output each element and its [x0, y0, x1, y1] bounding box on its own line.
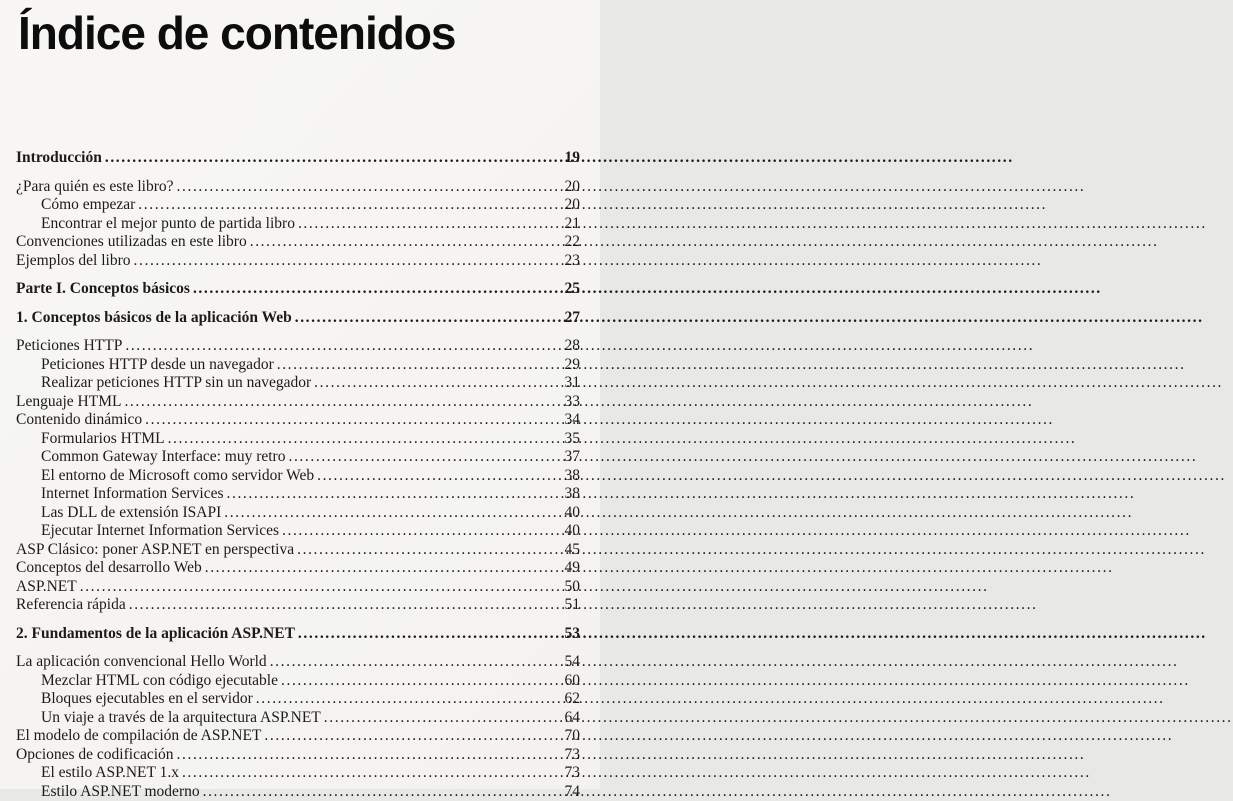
dot-leader	[298, 625, 563, 644]
toc-entry	[16, 178, 580, 197]
toc-entry-page-number: 54	[565, 653, 581, 672]
toc-entry-page-number: 27	[565, 309, 581, 328]
toc-entry-label: Peticiones HTTP	[16, 337, 122, 356]
dot-leader	[224, 504, 562, 523]
toc-entry	[16, 485, 580, 504]
dot-leader	[177, 746, 563, 765]
toc-entry-page-number: 73	[565, 746, 581, 765]
toc-entry	[16, 309, 580, 328]
toc-entry-label: 2. Fundamentos de la aplicación ASP.NET	[16, 625, 295, 644]
toc-entry-page-number: 20	[565, 196, 581, 215]
dot-leader	[134, 252, 563, 271]
toc-entry-label: Internet Information Services	[41, 485, 224, 504]
book-toc-page	[0, 0, 600, 789]
dot-leader	[124, 393, 562, 412]
toc-entry	[16, 467, 580, 486]
toc-entry-label: La aplicación convencional Hello World	[16, 653, 267, 672]
toc-entry	[16, 252, 580, 271]
toc-entry-page-number: 73	[565, 764, 581, 783]
dot-leader	[256, 690, 563, 709]
toc-entry-label: Bloques ejecutables en el servidor	[41, 690, 253, 709]
toc-entry-page-number: 35	[565, 430, 581, 449]
toc-entry	[16, 727, 580, 746]
toc-entry-label: Referencia rápida	[16, 596, 126, 615]
toc-entry-page-number: 28	[565, 337, 581, 356]
dot-leader	[205, 559, 563, 578]
toc-entry-label: ¿Para quién es este libro?	[16, 178, 174, 197]
toc-entry-page-number: 33	[565, 393, 581, 412]
dot-leader	[80, 578, 563, 597]
toc-entry-label: Parte I. Conceptos básicos	[16, 280, 190, 299]
toc-entry-page-number: 51	[565, 596, 581, 615]
toc-entry-page-number: 21	[565, 215, 581, 234]
toc-entry-label: Las DLL de extensión ISAPI	[41, 504, 221, 523]
dot-leader	[105, 149, 563, 168]
toc-entry-page-number: 38	[565, 467, 581, 486]
toc-entry-page-number: 25	[565, 280, 581, 299]
dot-leader	[298, 215, 563, 234]
toc-entry-page-number: 45	[565, 541, 581, 560]
toc-entry	[16, 672, 580, 691]
toc-entry	[16, 430, 580, 449]
dot-leader	[193, 280, 563, 299]
dot-leader	[314, 374, 562, 393]
toc-entry	[16, 541, 580, 560]
dot-leader	[277, 356, 563, 375]
page-title: Índice de contenidos	[18, 6, 456, 60]
toc-entry-label: Ejemplos del libro	[16, 252, 131, 271]
toc-entry-label: ASP Clásico: poner ASP.NET en perspectiva	[16, 541, 294, 560]
dot-leader	[177, 178, 563, 197]
toc-entry-label: Un viaje a través de la arquitectura ASP.NET	[41, 709, 321, 728]
dot-leader	[129, 596, 563, 615]
toc-entry-label: 1. Conceptos básicos de la aplicación Web	[16, 309, 292, 328]
toc-entry-page-number: 20	[565, 178, 581, 197]
toc-entry-page-number: 19	[565, 149, 581, 168]
toc-entry-page-number: 53	[565, 625, 581, 644]
toc-entry	[16, 522, 580, 541]
toc-entry	[16, 578, 580, 597]
dot-leader	[182, 764, 563, 783]
toc-entry	[16, 356, 580, 375]
dot-leader	[288, 448, 562, 467]
toc-entry-label: El estilo ASP.NET 1.x	[41, 764, 179, 783]
toc-entry-page-number: 34	[565, 411, 581, 430]
toc-entry-label: Introducción	[16, 149, 102, 168]
toc-entry-page-number: 49	[565, 559, 581, 578]
toc-entry	[16, 411, 580, 430]
toc-entry-page-number: 70	[565, 727, 581, 746]
toc-entry	[16, 783, 580, 801]
toc-entry	[16, 215, 580, 234]
toc-entry-label: Encontrar el mejor punto de partida libro	[41, 215, 295, 234]
toc-entry	[16, 149, 580, 168]
toc-entry	[16, 690, 580, 709]
toc-entry	[16, 337, 580, 356]
toc-entry	[16, 504, 580, 523]
toc-entry	[16, 448, 580, 467]
toc-entry-label: Realizar peticiones HTTP sin un navegador	[41, 374, 311, 393]
toc-entry	[16, 746, 580, 765]
dot-leader	[203, 783, 563, 801]
toc-entry-page-number: 38	[565, 485, 581, 504]
toc-entry	[16, 280, 580, 299]
toc-entry-label: Estilo ASP.NET moderno	[41, 783, 200, 801]
toc-entry	[16, 653, 580, 672]
toc-entry	[16, 559, 580, 578]
dot-leader	[324, 709, 563, 728]
toc-entry	[16, 764, 580, 783]
toc-entry-label: Common Gateway Interface: muy retro	[41, 448, 285, 467]
toc-entry-label: Convenciones utilizadas en este libro	[16, 233, 247, 252]
toc-entry	[16, 393, 580, 412]
dot-leader	[250, 233, 563, 252]
toc-entry-label: Peticiones HTTP desde un navegador	[41, 356, 274, 375]
toc-entry-label: Formularios HTML	[41, 430, 165, 449]
dot-leader	[281, 672, 563, 691]
toc-entry-page-number: 31	[565, 374, 581, 393]
toc-entry-page-number: 23	[565, 252, 581, 271]
toc-entry-label: El entorno de Microsoft como servidor Web	[41, 467, 314, 486]
toc-list	[16, 149, 580, 801]
toc-entry	[16, 709, 580, 728]
toc-entry-page-number: 40	[565, 522, 581, 541]
toc-entry-page-number: 64	[565, 709, 581, 728]
toc-entry	[16, 596, 580, 615]
toc-entry-page-number: 40	[565, 504, 581, 523]
toc-entry	[16, 374, 580, 393]
dot-leader	[297, 541, 562, 560]
dot-leader	[317, 467, 562, 486]
dot-leader	[145, 411, 562, 430]
toc-entry-label: Ejecutar Internet Information Services	[41, 522, 279, 541]
toc-entry-label: ASP.NET	[16, 578, 77, 597]
dot-leader	[264, 727, 562, 746]
toc-entry-page-number: 62	[565, 690, 581, 709]
toc-entry-page-number: 50	[565, 578, 581, 597]
toc-entry-page-number: 22	[565, 233, 581, 252]
dot-leader	[295, 309, 563, 328]
dot-leader	[282, 522, 563, 541]
dot-leader	[138, 196, 562, 215]
toc-entry-label: El modelo de compilación de ASP.NET	[16, 727, 261, 746]
dot-leader	[227, 485, 563, 504]
toc-entry-page-number: 60	[565, 672, 581, 691]
dot-leader	[125, 337, 562, 356]
toc-entry-label: Lenguaje HTML	[16, 393, 121, 412]
toc-entry-label: Conceptos del desarrollo Web	[16, 559, 202, 578]
toc-entry-page-number: 74	[565, 783, 581, 801]
toc-entry	[16, 233, 580, 252]
toc-entry-label: Mezclar HTML con código ejecutable	[41, 672, 278, 691]
toc-entry-label: Opciones de codificación	[16, 746, 174, 765]
toc-entry-label: Cómo empezar	[41, 196, 135, 215]
dot-leader	[270, 653, 563, 672]
toc-entry	[16, 625, 580, 644]
dot-leader	[168, 430, 563, 449]
toc-entry	[16, 196, 580, 215]
toc-entry-page-number: 29	[565, 356, 581, 375]
toc-entry-label: Contenido dinámico	[16, 411, 142, 430]
toc-entry-page-number: 37	[565, 448, 581, 467]
